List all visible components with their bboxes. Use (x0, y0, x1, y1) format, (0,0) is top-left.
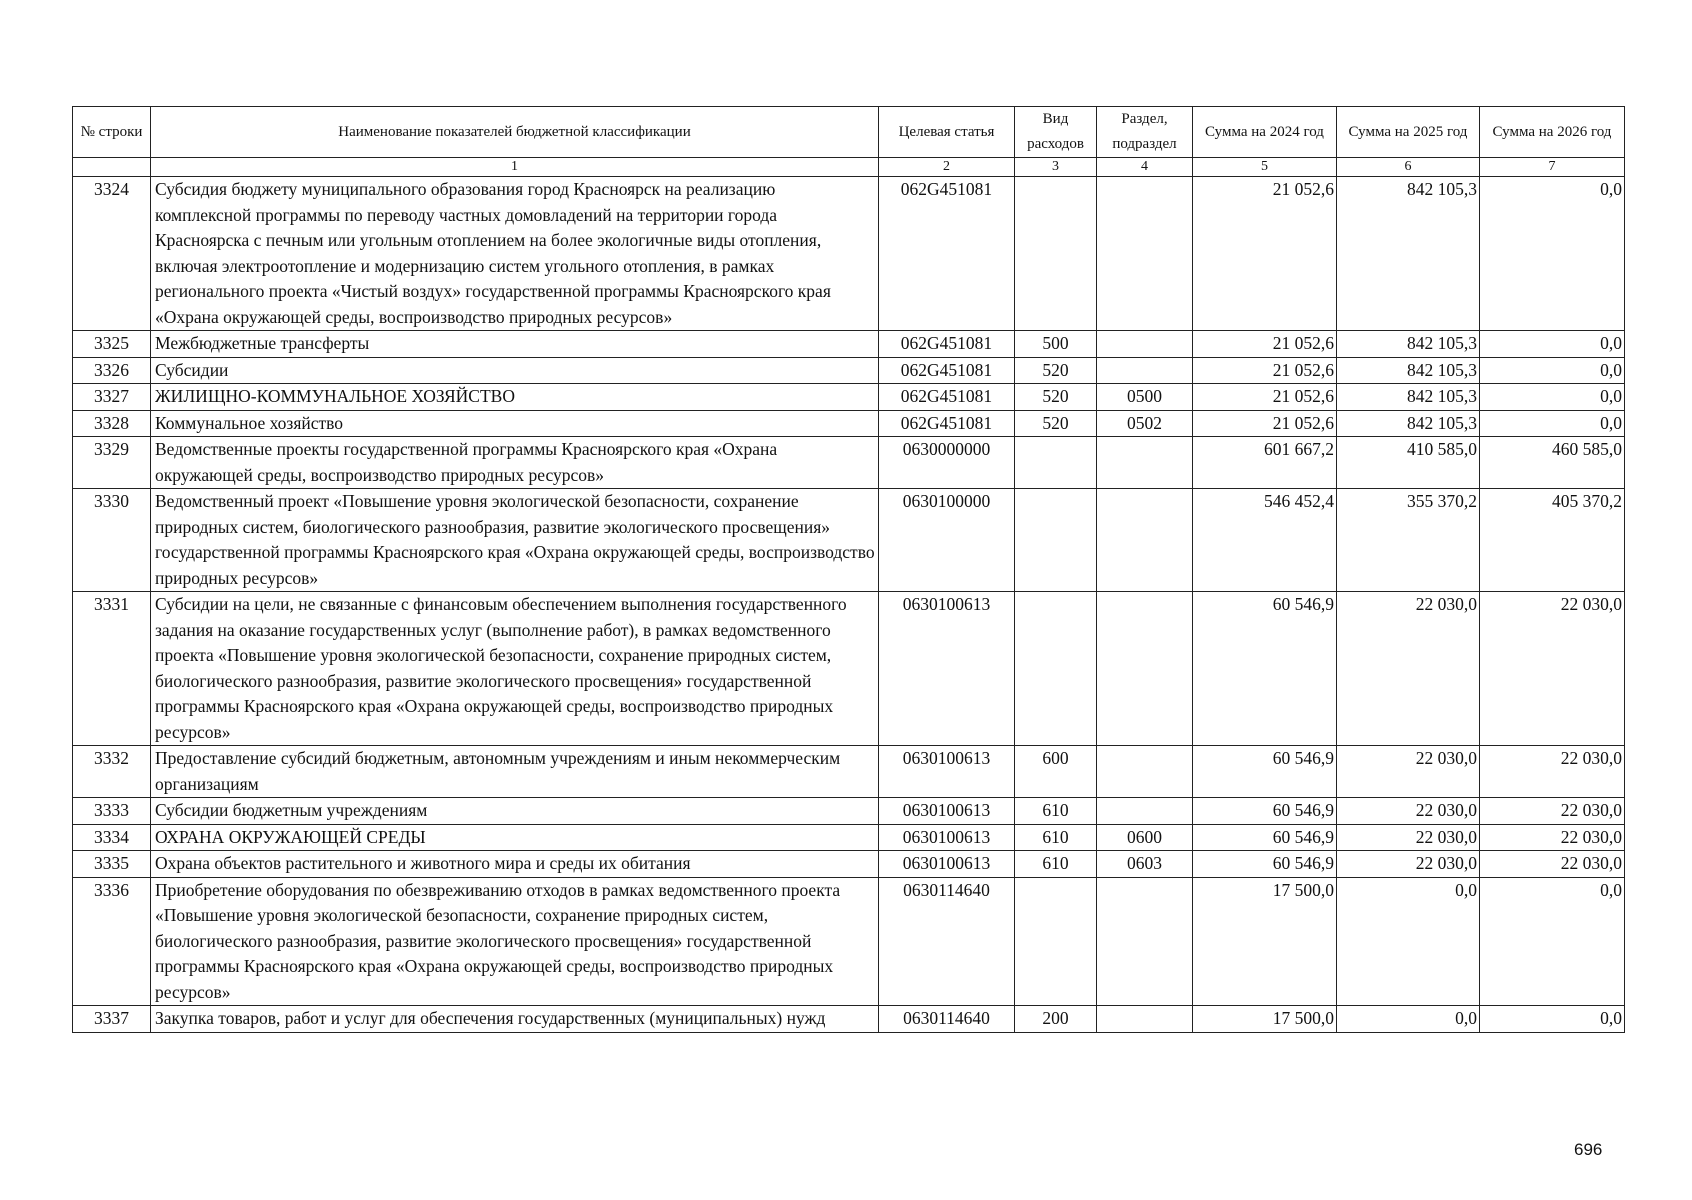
header-name: Наименование показателей бюджетной классификации (151, 107, 879, 158)
row-sum-2026: 0,0 (1480, 177, 1625, 331)
row-sum-2024: 546 452,4 (1193, 489, 1337, 592)
row-expense-type (1015, 877, 1097, 1006)
row-name: Субсидии (151, 357, 879, 384)
row-sum-2025: 22 030,0 (1337, 746, 1480, 798)
row-sum-2026: 0,0 (1480, 877, 1625, 1006)
column-number: 5 (1193, 158, 1337, 177)
row-sum-2025: 410 585,0 (1337, 437, 1480, 489)
column-number-empty (73, 158, 151, 177)
table-row (73, 489, 1625, 592)
row-sum-2024: 60 546,9 (1193, 592, 1337, 746)
row-expense-type: 520 (1015, 357, 1097, 384)
row-name: Охрана объектов растительного и животного мира и среды их обитания (151, 851, 879, 878)
table-row (73, 177, 1625, 331)
row-name: ОХРАНА ОКРУЖАЮЩЕЙ СРЕДЫ (151, 824, 879, 851)
column-number: 2 (879, 158, 1015, 177)
row-sum-2024: 21 052,6 (1193, 331, 1337, 358)
row-name: Приобретение оборудования по обезвреживанию отходов в рамках ведомственного проекта «Повышение уровня экологической безопасности, сохранение природных систем, биологического разнообразия, развитие экологического просвещения» государственной программы Красноярского края «Охрана окружающей среды, воспроизводство природных ресурсов» (151, 877, 879, 1006)
row-sum-2025: 22 030,0 (1337, 824, 1480, 851)
table-row (73, 437, 1625, 489)
table-row (73, 331, 1625, 358)
row-sum-2025: 842 105,3 (1337, 177, 1480, 331)
table-row (73, 1006, 1625, 1033)
row-sum-2024: 17 500,0 (1193, 877, 1337, 1006)
row-expense-type: 200 (1015, 1006, 1097, 1033)
row-target-article: 0630100613 (879, 851, 1015, 878)
row-sum-2024: 60 546,9 (1193, 746, 1337, 798)
row-target-article: 0630100613 (879, 592, 1015, 746)
row-section: 0600 (1097, 824, 1193, 851)
row-target-article: 0630100613 (879, 824, 1015, 851)
row-expense-type (1015, 489, 1097, 592)
row-target-article: 0630114640 (879, 1006, 1015, 1033)
row-number: 3330 (73, 489, 151, 592)
row-section (1097, 357, 1193, 384)
row-number: 3335 (73, 851, 151, 878)
row-name: Субсидии на цели, не связанные с финансовым обеспечением выполнения государственного задания на оказание государственных услуг (выполнение работ), в рамках ведомственного проекта «Повышение уровня экологической безопасности, сохранение природных систем, биологического разнообразия, развитие экологического просвещения» государственной программы Красноярского края «Охрана окружающей среды, воспроизводство природных ресурсов» (151, 592, 879, 746)
row-section (1097, 177, 1193, 331)
row-sum-2025: 355 370,2 (1337, 489, 1480, 592)
row-sum-2026: 22 030,0 (1480, 851, 1625, 878)
row-sum-2026: 22 030,0 (1480, 746, 1625, 798)
row-sum-2024: 60 546,9 (1193, 824, 1337, 851)
row-sum-2026: 0,0 (1480, 357, 1625, 384)
row-expense-type (1015, 592, 1097, 746)
row-target-article: 0630100613 (879, 746, 1015, 798)
header-expense-type: Вид расходов (1015, 107, 1097, 158)
header-row-number: № строки (73, 107, 151, 158)
row-name: Закупка товаров, работ и услуг для обеспечения государственных (муниципальных) нужд (151, 1006, 879, 1033)
row-sum-2026: 0,0 (1480, 410, 1625, 437)
row-expense-type (1015, 177, 1097, 331)
table-row (73, 746, 1625, 798)
header-sum-2026: Сумма на 2026 год (1480, 107, 1625, 158)
column-number: 4 (1097, 158, 1193, 177)
row-expense-type: 610 (1015, 824, 1097, 851)
row-target-article: 062G451081 (879, 331, 1015, 358)
table-row (73, 851, 1625, 878)
row-number: 3334 (73, 824, 151, 851)
row-sum-2025: 0,0 (1337, 1006, 1480, 1033)
row-name: ЖИЛИЩНО-КОММУНАЛЬНОЕ ХОЗЯЙСТВО (151, 384, 879, 411)
table-row (73, 798, 1625, 825)
header-target-article: Целевая статья (879, 107, 1015, 158)
row-number: 3333 (73, 798, 151, 825)
row-sum-2026: 460 585,0 (1480, 437, 1625, 489)
row-sum-2025: 842 105,3 (1337, 384, 1480, 411)
row-name: Ведомственный проект «Повышение уровня экологической безопасности, сохранение природных систем, биологического разнообразия, развитие экологического просвещения» государственной программы Красноярского края «Охрана окружающей среды, воспроизводство природных ресурсов» (151, 489, 879, 592)
row-section: 0502 (1097, 410, 1193, 437)
row-section (1097, 798, 1193, 825)
row-sum-2024: 21 052,6 (1193, 357, 1337, 384)
row-sum-2025: 842 105,3 (1337, 357, 1480, 384)
row-number: 3331 (73, 592, 151, 746)
row-expense-type (1015, 437, 1097, 489)
row-name: Субсидия бюджету муниципального образования город Красноярск на реализацию комплексной программы по переводу частных домовладений на территории города Красноярска с печным или угольным отоплением на более экологичные виды отопления, включая электроотопление и модернизацию систем угольного отопления, в рамках регионального проекта «Чистый воздух» государственной программы Красноярского края «Охрана окружающей среды, воспроизводство природных ресурсов» (151, 177, 879, 331)
row-target-article: 0630114640 (879, 877, 1015, 1006)
row-sum-2026: 0,0 (1480, 1006, 1625, 1033)
row-name: Межбюджетные трансферты (151, 331, 879, 358)
row-target-article: 0630000000 (879, 437, 1015, 489)
row-sum-2024: 21 052,6 (1193, 410, 1337, 437)
table-row (73, 877, 1625, 1006)
row-sum-2025: 22 030,0 (1337, 851, 1480, 878)
row-section (1097, 437, 1193, 489)
column-number: 6 (1337, 158, 1480, 177)
row-number: 3329 (73, 437, 151, 489)
row-section (1097, 331, 1193, 358)
table-header-row (73, 107, 1625, 158)
row-name: Субсидии бюджетным учреждениям (151, 798, 879, 825)
table-row (73, 592, 1625, 746)
row-sum-2024: 21 052,6 (1193, 177, 1337, 331)
row-name: Предоставление субсидий бюджетным, автономным учреждениям и иным некоммерческим организациям (151, 746, 879, 798)
header-sum-2024: Сумма на 2024 год (1193, 107, 1337, 158)
column-number: 7 (1480, 158, 1625, 177)
row-sum-2026: 405 370,2 (1480, 489, 1625, 592)
header-sum-2025: Сумма на 2025 год (1337, 107, 1480, 158)
column-number: 1 (151, 158, 879, 177)
table-row (73, 824, 1625, 851)
row-expense-type: 610 (1015, 851, 1097, 878)
row-sum-2024: 21 052,6 (1193, 384, 1337, 411)
row-sum-2026: 22 030,0 (1480, 798, 1625, 825)
page-number: 696 (1574, 1140, 1603, 1159)
row-section: 0603 (1097, 851, 1193, 878)
row-sum-2025: 842 105,3 (1337, 331, 1480, 358)
budget-table (72, 106, 1625, 1033)
row-section (1097, 877, 1193, 1006)
row-sum-2025: 0,0 (1337, 877, 1480, 1006)
row-target-article: 062G451081 (879, 410, 1015, 437)
header-section: Раздел, подраздел (1097, 107, 1193, 158)
column-number: 3 (1015, 158, 1097, 177)
row-number: 3327 (73, 384, 151, 411)
row-number: 3326 (73, 357, 151, 384)
row-number: 3332 (73, 746, 151, 798)
row-section (1097, 746, 1193, 798)
row-number: 3325 (73, 331, 151, 358)
row-expense-type: 600 (1015, 746, 1097, 798)
row-sum-2024: 60 546,9 (1193, 851, 1337, 878)
row-number: 3324 (73, 177, 151, 331)
row-section (1097, 489, 1193, 592)
row-target-article: 062G451081 (879, 357, 1015, 384)
row-number: 3336 (73, 877, 151, 1006)
row-expense-type: 500 (1015, 331, 1097, 358)
row-name: Коммунальное хозяйство (151, 410, 879, 437)
row-sum-2025: 22 030,0 (1337, 798, 1480, 825)
row-target-article: 0630100000 (879, 489, 1015, 592)
row-sum-2024: 17 500,0 (1193, 1006, 1337, 1033)
table-row (73, 384, 1625, 411)
row-number: 3328 (73, 410, 151, 437)
row-target-article: 062G451081 (879, 384, 1015, 411)
table-row (73, 357, 1625, 384)
table-row (73, 410, 1625, 437)
column-numbers-row (73, 158, 1625, 177)
row-sum-2026: 0,0 (1480, 384, 1625, 411)
row-sum-2026: 0,0 (1480, 331, 1625, 358)
row-section (1097, 1006, 1193, 1033)
row-target-article: 0630100613 (879, 798, 1015, 825)
row-sum-2026: 22 030,0 (1480, 592, 1625, 746)
row-section (1097, 592, 1193, 746)
row-section: 0500 (1097, 384, 1193, 411)
row-expense-type: 520 (1015, 384, 1097, 411)
row-sum-2024: 601 667,2 (1193, 437, 1337, 489)
row-target-article: 062G451081 (879, 177, 1015, 331)
row-expense-type: 520 (1015, 410, 1097, 437)
row-expense-type: 610 (1015, 798, 1097, 825)
row-sum-2025: 22 030,0 (1337, 592, 1480, 746)
row-sum-2025: 842 105,3 (1337, 410, 1480, 437)
row-number: 3337 (73, 1006, 151, 1033)
row-name: Ведомственные проекты государственной программы Красноярского края «Охрана окружающей среды, воспроизводство природных ресурсов» (151, 437, 879, 489)
row-sum-2026: 22 030,0 (1480, 824, 1625, 851)
row-sum-2024: 60 546,9 (1193, 798, 1337, 825)
